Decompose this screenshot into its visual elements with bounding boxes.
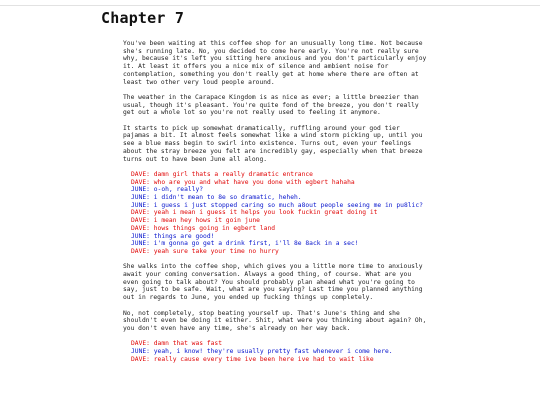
chat-line-june: JUNE: i'm gonna go get a drink first, i'll 8e 8ack in a sec! bbox=[131, 240, 359, 248]
chat-log bbox=[131, 171, 428, 256]
chat-line-june: JUNE: things are good! bbox=[131, 232, 215, 240]
chapter-title: Chapter 7 bbox=[101, 9, 185, 27]
top-divider bbox=[0, 5, 540, 6]
chat-line-dave: DAVE: damn that was fast bbox=[131, 340, 222, 348]
narration-paragraph: The weather in the Carapace Kingdom is as nice as ever; a little breezier than usual, though it's pleasant. You're quite fond of the breeze, you don't really get out a whole lot so you're not really used to feeling it anymore. bbox=[123, 93, 419, 117]
chat-line-dave: DAVE: yeah sure take your time no hurry bbox=[131, 247, 279, 255]
chat-line-dave: DAVE: yeah i mean i guess it helps you look fuckin great doing it bbox=[131, 209, 378, 217]
chat-line-june: JUNE: i didn't mean to 8e so dramatic, heheh. bbox=[131, 194, 302, 202]
narration-paragraph: It starts to pick up somewhat dramatically, ruffling around your god tier pajamas a bit. It almost feels somewhat like a wind storm picking up, until you see a blue mass begin to swirl into existence. Turns out, even your feelings about the stray breeze you felt are incredibly gay, especially when that breeze turns out to have been June all along. bbox=[123, 124, 423, 163]
chat-line-dave: DAVE: who are you and what have you done with egbert hahaha bbox=[131, 178, 355, 186]
chat-line-june: JUNE: yeah, i know! they're usually pretty fast whenever i come here. bbox=[131, 348, 393, 356]
chat-line-dave: DAVE: hows things going in egbert land bbox=[131, 224, 276, 232]
chat-line-dave: DAVE: really cause every time ive been here ive had to wait like bbox=[131, 355, 374, 363]
narration-paragraph: No, not completely, stop beating yourself up. That's June's thing and she shouldn't even be doing it either. Shit, what were you thinking about again? Oh, you don't even have any time, she's already on her way back. bbox=[123, 309, 427, 332]
chat-line-june: JUNE: o-oh, really? bbox=[131, 186, 204, 194]
narration-paragraph: She walks into the coffee shop, which gives you a little more time to anxiously await your coming conversation. Always a good thing, of course. What are you even going to talk about? You should probably plan ahead what you're going to say, just to be safe. Wait, what are you saying? Last time you planned anything out in regards to June, you ended up fucking things up completely. bbox=[123, 263, 423, 302]
narration-paragraph: You've been waiting at this coffee shop for an unusually long time. Not because she's running late. No, you decided to come here early. You're not really sure why, because it's left you sitting here anxious and you don't particularly enjoy it. At least it offers you a nice mix of silence and ambient noise for contemplation, something you don't really get at home where there are often at least two other very loud people around. bbox=[123, 40, 427, 86]
chat-line-dave: DAVE: i mean hey hows it goin june bbox=[131, 217, 260, 225]
chat-log bbox=[131, 340, 428, 363]
chat-line-june: JUNE: i guess i just stopped caring so much a8out people seeing me in pu8lic? bbox=[131, 201, 423, 209]
chapter-body bbox=[123, 40, 428, 371]
chat-line-dave: DAVE: damn girl thats a really dramatic entrance bbox=[131, 170, 313, 178]
